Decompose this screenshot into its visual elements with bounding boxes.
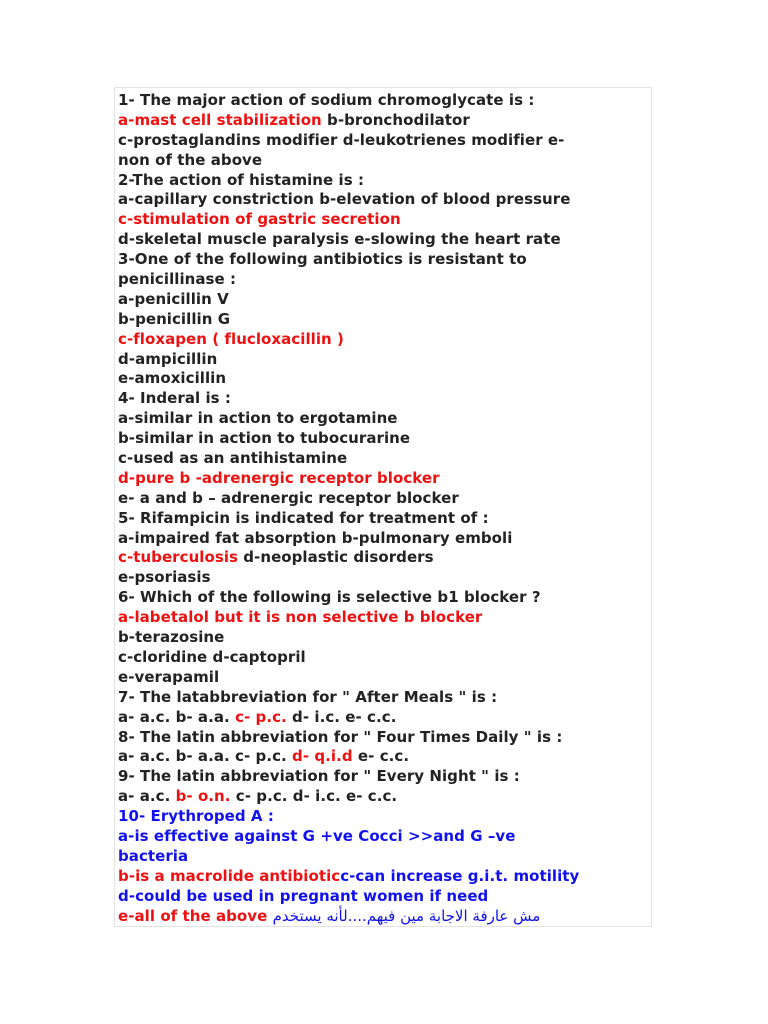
text-line [118,648,649,668]
text-segment: مش عارفة الاجابة مين فيهم....لأنه يستخدم [272,906,541,925]
text-segment: a- a.c. b- a.a. [118,707,236,726]
text-segment: 9- The latin abbreviation for " Every Night " is : [118,767,520,786]
text-line [118,608,649,628]
text-segment: e-verapamil [118,667,220,686]
text-segment: c- p.c. d- i.c. e- c.c. [230,787,398,806]
text-line [118,409,649,429]
text-segment: d- i.c. e- c.c. [286,707,397,726]
text-segment: d-ampicillin [118,349,218,368]
text-line [118,887,649,907]
text-segment: a-is effective against G +ve Cocci >>and G –ve [118,826,516,845]
text-line [118,111,649,131]
text-segment: b-terazosine [118,628,225,647]
text-line [118,91,649,111]
text-segment: e-all of the above [118,906,268,925]
text-segment: a-similar in action to ergotamine [118,409,398,428]
text-segment: c-floxapen ( flucloxacillin ) [118,329,344,348]
text-line [118,847,649,867]
text-segment: 10- Erythroped A : [118,807,274,826]
text-segment: 5- Rifampicin is indicated for treatment of : [118,508,489,527]
text-line [118,728,649,748]
text-segment: c-can increase g.i.t. motility [340,866,580,885]
text-line [118,310,649,330]
text-segment: a-labetalol but it is non selective b blocker [118,608,483,627]
text-segment: e- a and b – adrenergic receptor blocker [118,488,459,507]
text-segment: d-pure b -adrenergic receptor blocker [118,468,440,487]
text-segment: 1- The major action of sodium chromoglycate is : [118,91,535,109]
text-line [118,807,649,827]
text-line [118,548,649,568]
text-segment: c-used as an antihistamine [118,449,348,468]
text-line [118,230,649,250]
text-line [118,290,649,310]
text-line [118,628,649,648]
text-segment: a-penicillin V [118,289,229,308]
text-line [118,131,649,151]
text-line [118,350,649,370]
text-segment: c-cloridine d-captopril [118,647,306,666]
text-line [118,688,649,708]
text-line [118,489,649,509]
text-segment: a- a.c. [118,787,176,806]
text-segment: d-skeletal muscle paralysis e-slowing the heart rate [118,230,561,249]
text-segment: a-impaired fat absorption b-pulmonary emboli [118,528,513,547]
text-segment: a-capillary constriction b-elevation of blood pressure [118,190,571,209]
text-segment: d-neoplastic disorders [238,548,434,567]
text-line [118,270,649,290]
text-segment: 2-The action of histamine is : [118,170,365,189]
document-page [114,87,652,927]
text-line [118,568,649,588]
text-line [118,190,649,210]
text-segment: b-similar in action to tubocurarine [118,429,411,448]
text-line [118,529,649,549]
text-line [118,787,649,807]
text-segment: 8- The latin abbreviation for " Four Times Daily " is : [118,727,563,746]
text-line [118,429,649,449]
text-line [118,389,649,409]
text-segment: 6- Which of the following is selective b1 blocker ? [118,588,541,607]
text-line [118,151,649,171]
text-line [118,668,649,688]
text-line [118,210,649,230]
text-segment: c-prostaglandins modifier d-leukotrienes modifier e- [118,130,565,149]
text-segment: d- q.i.d [292,747,353,766]
text-segment: c- p.c. [235,707,287,726]
text-segment: non of the above [118,150,263,169]
text-line [118,469,649,489]
text-segment: a- a.c. b- a.a. c- p.c. [118,747,293,766]
text-line [118,250,649,270]
text-segment: penicillinase : [118,270,237,289]
text-segment: b-penicillin G [118,309,231,328]
text-segment: e-amoxicillin [118,369,227,388]
text-line [118,449,649,469]
text-line [118,907,649,927]
text-line [118,509,649,529]
text-segment: c-stimulation of gastric secretion [118,210,401,229]
text-segment: d-could be used in pregnant women if need [118,886,489,905]
text-line [118,867,649,887]
text-line [118,588,649,608]
text-segment: a-mast cell stabilization [118,110,322,129]
text-line [118,369,649,389]
text-line [118,330,649,350]
text-segment: b- o.n. [175,787,231,806]
text-line [118,708,649,728]
text-segment: e-psoriasis [118,568,211,587]
text-segment: c-tuberculosis [118,548,238,567]
text-segment: b-is a macrolide antibiotic [118,866,341,885]
text-line [118,747,649,767]
text-segment: 4- Inderal is : [118,389,231,408]
text-line [118,171,649,191]
text-segment: b-bronchodilator [321,110,470,129]
text-segment: 3-One of the following antibiotics is resistant to [118,250,527,269]
text-line [118,827,649,847]
text-segment: bacteria [118,846,189,865]
text-line [118,767,649,787]
text-segment: e- c.c. [352,747,410,766]
text-segment: 7- The latabbreviation for " After Meals " is : [118,687,498,706]
